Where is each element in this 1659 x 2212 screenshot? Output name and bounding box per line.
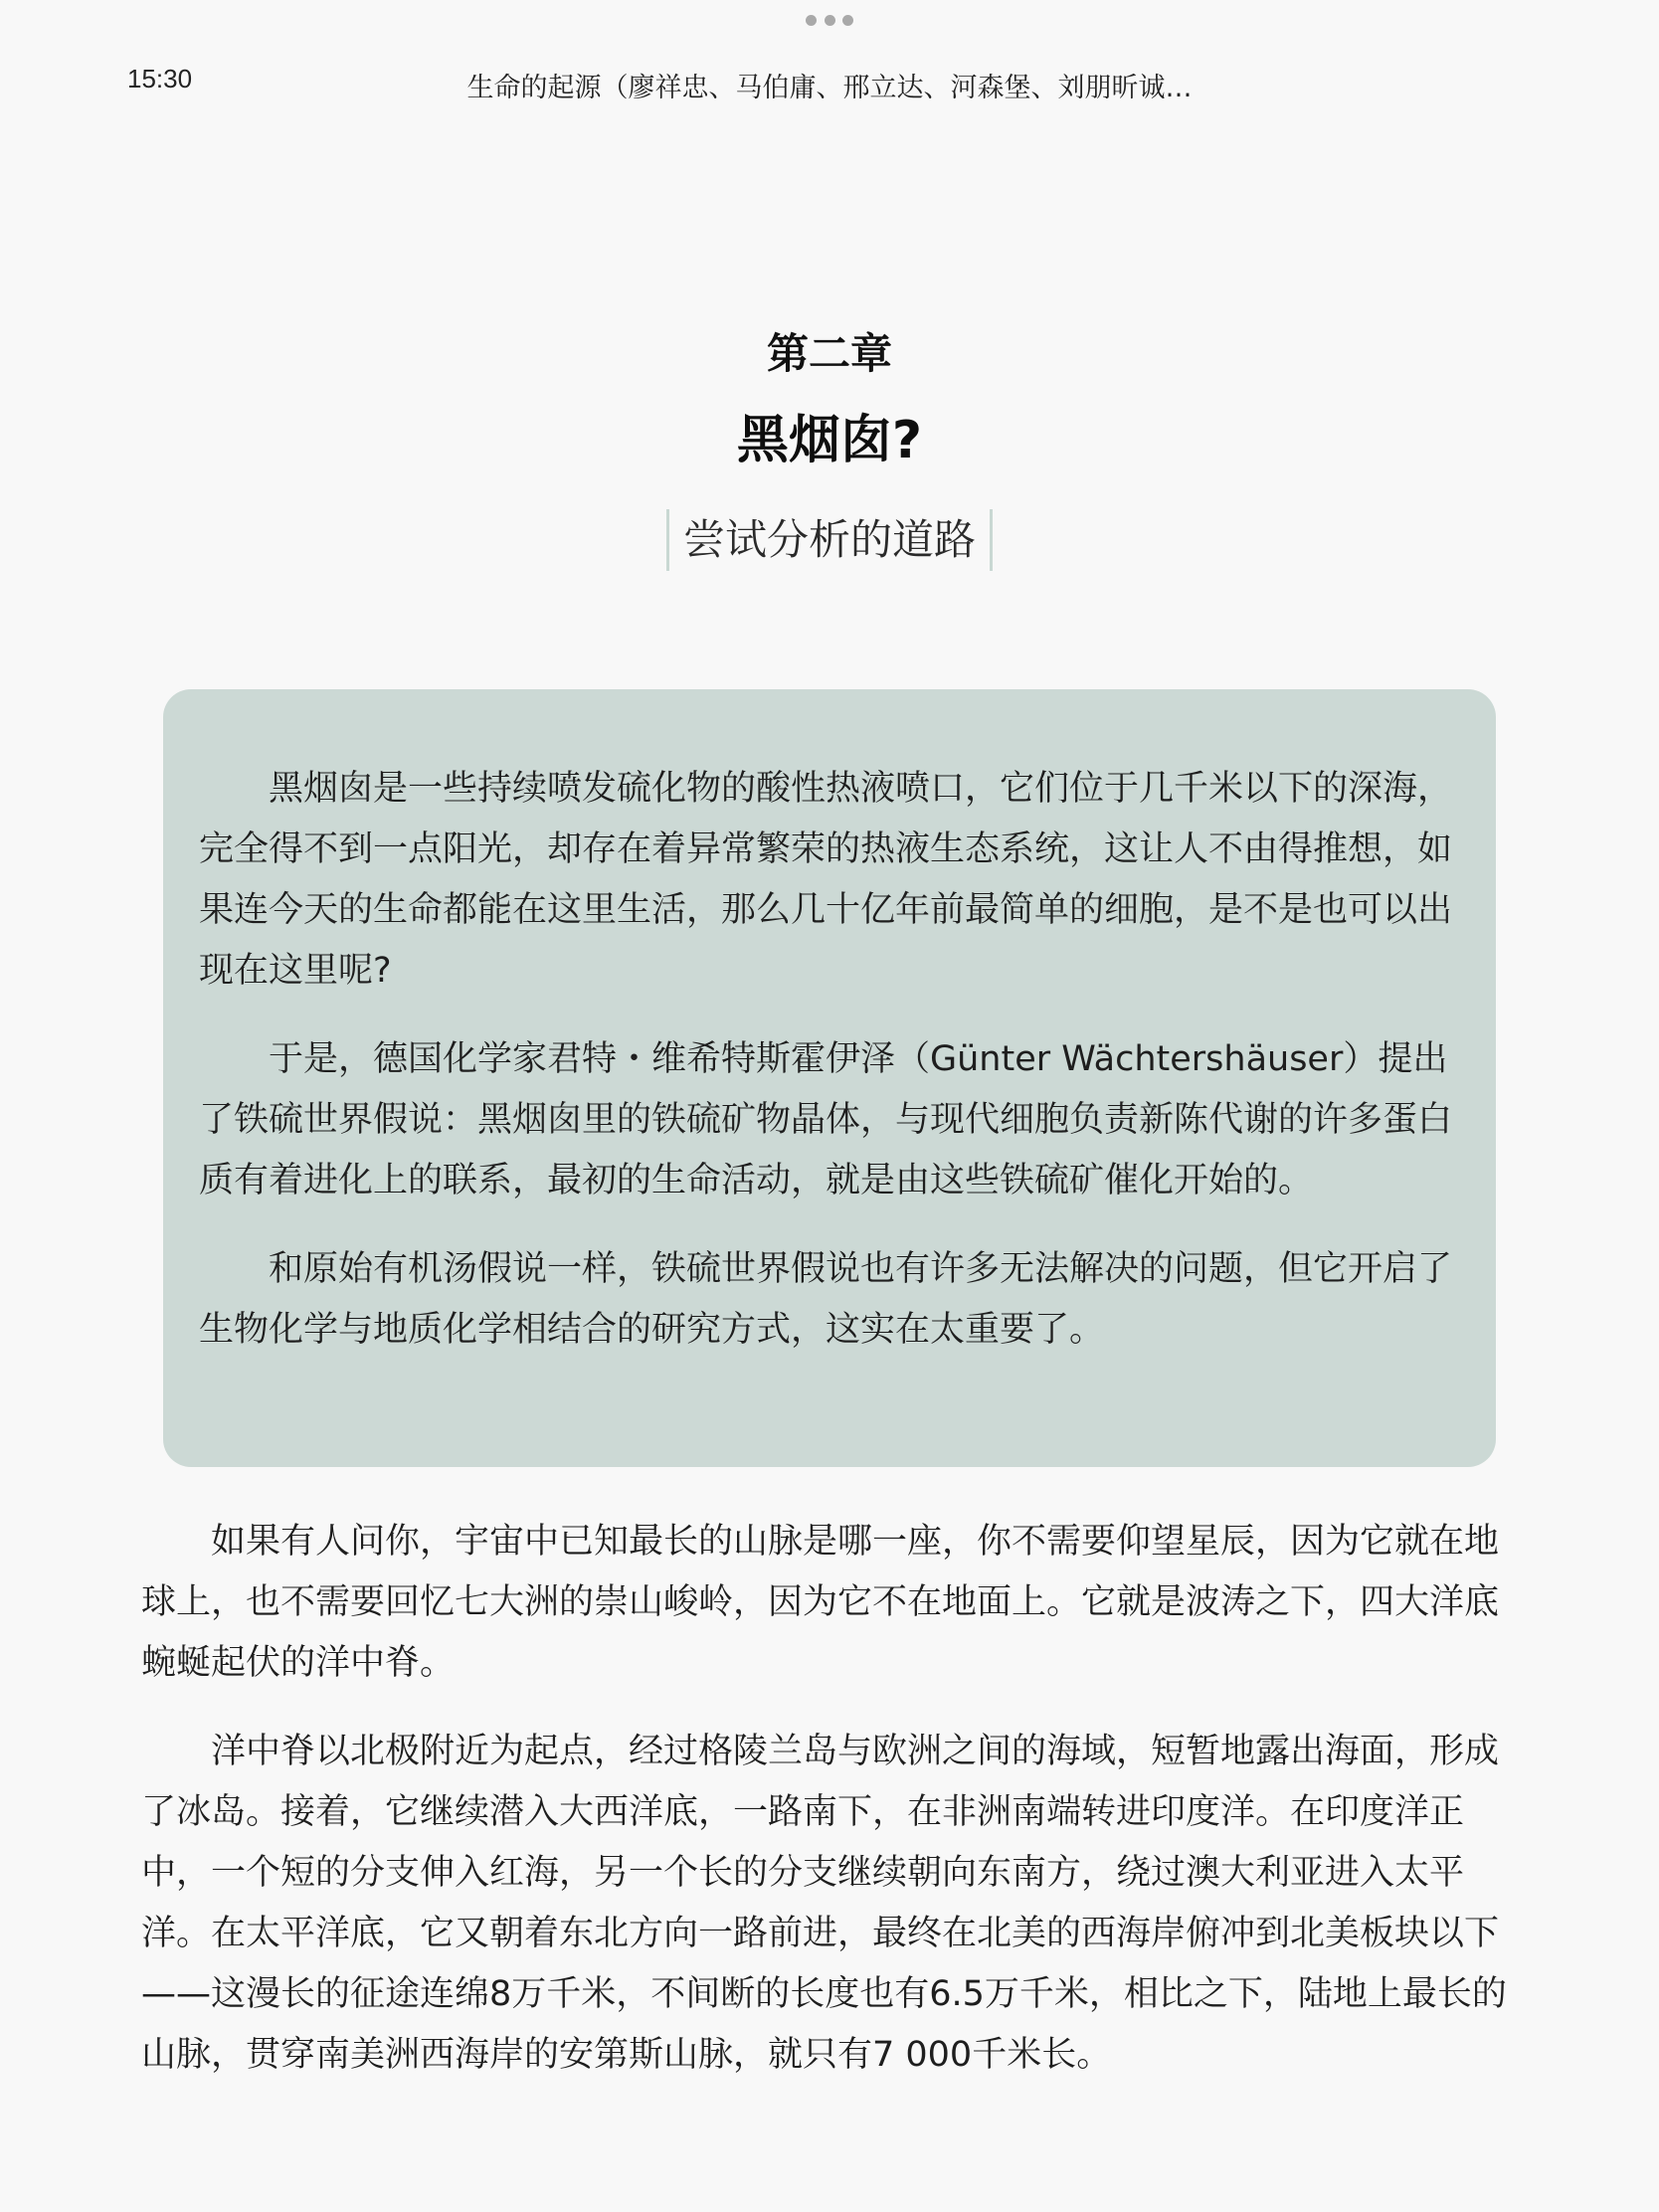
callout-paragraph: 和原始有机汤假说一样，铁硫世界假说也有许多无法解决的问题，但它开启了生物化学与地质化学相结合的研究方式，这实在太重要了。 bbox=[199, 1249, 1453, 1350]
chapter-title: 黑烟囱? bbox=[736, 411, 923, 470]
window-drag-handle[interactable] bbox=[806, 14, 853, 26]
callout-paragraph: 于是，德国化学家君特・维希特斯霍伊泽（Günter Wächtershäuser）提出了铁硫世界假说：黑烟囱里的铁硫矿物晶体，与现代细胞负责新陈代谢的许多蛋白质有着进化上的联系，最初的生命活动，就是由这些铁硫矿催化开始的。 bbox=[199, 1039, 1453, 1200]
callout-paragraph: 黑烟囱是一些持续喷发硫化物的酸性热液喷口，它们位于几千米以下的深海，完全得不到一点阳光，却存在着异常繁荣的热液生态系统，这让人不由得推想，如果连今天的生命都能在这里生活，那么几十亿年前最简单的细胞，是不是也可以出现在这里呢? bbox=[199, 769, 1453, 991]
section-subtitle: 尝试分析的道路 bbox=[666, 509, 993, 571]
status-time: 15:30 bbox=[127, 64, 193, 93]
body-text bbox=[141, 1512, 1518, 2114]
dot-icon bbox=[825, 15, 835, 26]
chapter-number: 第二章 bbox=[766, 329, 892, 378]
body-paragraph: 洋中脊以北极附近为起点，经过格陵兰岛与欧洲之间的海域，短暂地露出海面，形成了冰岛。接着，它继续潜入大西洋底，一路南下，在非洲南端转进印度洋。在印度洋正中，一个短的分支伸入红海，另一个长的分支继续朝向东南方，绕过澳大利亚进入太平洋。在太平洋底，它又朝着东北方向一路前进，最终在北美的西海岸俯冲到北美板块以下——这漫长的征途连绵8万千米，不间断的长度也有6.5万千米，相比之下，陆地上最长的山脉，贯穿南美洲西海岸的安第斯山脉，就只有7 000千米长。 bbox=[141, 1732, 1507, 2075]
dot-icon bbox=[842, 15, 853, 26]
callout-box bbox=[163, 689, 1496, 1467]
dot-icon bbox=[806, 15, 817, 26]
body-paragraph: 如果有人问你，宇宙中已知最长的山脉是哪一座，你不需要仰望星辰，因为它就在地球上，也不需要回忆七大洲的崇山峻岭，因为它不在地面上。它就是波涛之下，四大洋底蜿蜒起伏的洋中脊。 bbox=[141, 1522, 1500, 1683]
section-subtitle-wrapper bbox=[0, 509, 1659, 571]
book-title: 生命的起源（廖祥忠、马伯庸、邢立达、河森堡、刘朋昕诚… bbox=[466, 73, 1193, 103]
